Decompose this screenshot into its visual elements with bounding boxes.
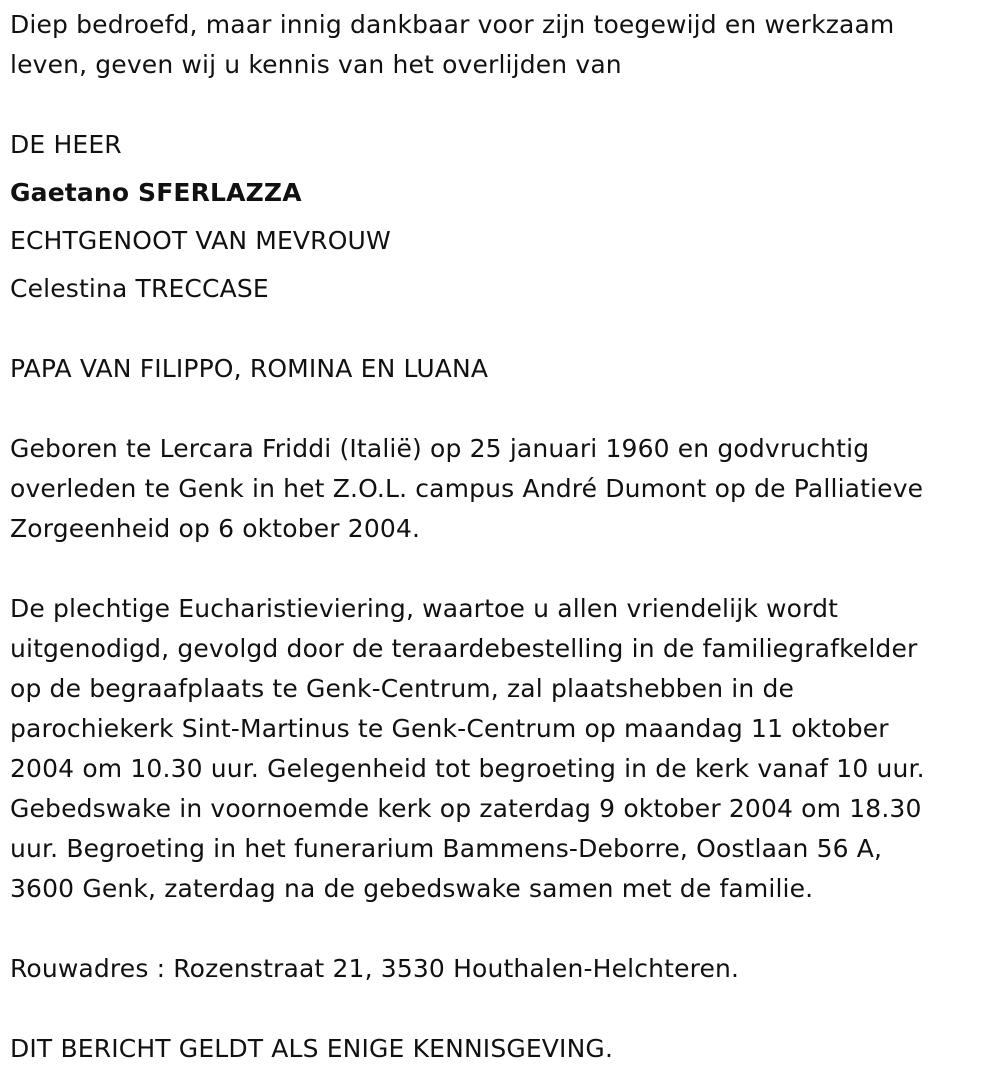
ceremony-line: op de begraafplaats te Genk-Centrum, zal plaatshebben in de	[10, 674, 795, 703]
address-line: Rouwadres : Rozenstraat 21, 3530 Houthalen-Helchteren.	[10, 954, 740, 983]
intro-line: Diep bedroefd, maar innig dankbaar voor zijn toegewijd en werkzaam	[10, 10, 895, 39]
ceremony-line: 3600 Genk, zaterdag na de gebedswake samen met de familie.	[10, 874, 814, 903]
ceremony-line: De plechtige Eucharistieviering, waartoe u allen vriendelijk wordt	[10, 594, 839, 623]
title-line: DE HEER	[10, 130, 122, 159]
intro-paragraph	[10, 5, 985, 85]
birth-death-paragraph	[10, 429, 923, 549]
ceremony-line: Gebedswake in voornoemde kerk op zaterdag 9 oktober 2004 om 18.30	[10, 794, 922, 823]
intro-line: leven, geven wij u kennis van het overlijden van	[10, 50, 622, 79]
deceased-name: Gaetano SFERLAZZA	[10, 178, 302, 207]
birth-death-line: Zorgeenheid op 6 oktober 2004.	[10, 514, 421, 543]
ceremony-line: uur. Begroeting in het funerarium Bammens-Deborre, Oostlaan 56 A,	[10, 834, 883, 863]
spouse-label: ECHTGENOOT VAN MEVROUW	[10, 226, 391, 255]
ceremony-line: 2004 om 10.30 uur. Gelegenheid tot begroeting in de kerk vanaf 10 uur.	[10, 754, 925, 783]
birth-death-line: overleden te Genk in het Z.O.L. campus André Dumont op de Palliatieve	[10, 474, 924, 503]
spouse-name: Celestina TRECCASE	[10, 274, 269, 303]
ceremony-line: parochiekerk Sint-Martinus te Genk-Centrum op maandag 11 oktober	[10, 714, 889, 743]
children-line: PAPA VAN FILIPPO, ROMINA EN LUANA	[10, 354, 489, 383]
ceremony-line: uitgenodigd, gevolgd door de teraardebestelling in de familiegrafkelder	[10, 634, 918, 663]
birth-death-line: Geboren te Lercara Friddi (Italië) op 25 januari 1960 en godvruchtig	[10, 434, 870, 463]
ceremony-paragraph	[10, 589, 925, 909]
closing-line: DIT BERICHT GELDT ALS ENIGE KENNISGEVING.	[10, 1034, 614, 1063]
